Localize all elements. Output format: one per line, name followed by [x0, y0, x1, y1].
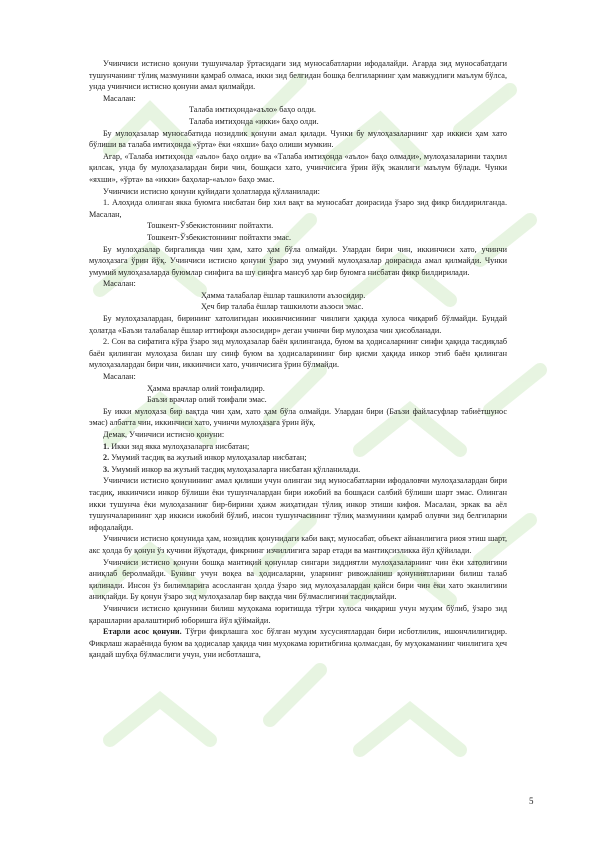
list-number: 3.	[103, 464, 110, 474]
paragraph: 1. Алоҳида олинган якка буюмга нисбатан бир хил вақт ва муносабат доирасида ўзаро зид фикр билдирилганда. Масалан,	[89, 198, 507, 219]
paragraph: Учинчиси истисно қонунини билиш муҳокама юритишда тўғри хулоса чиқариш учун муҳим бўлиб, ўзаро зид қарашларни аралаштириб юборишга йўл қўймайди.	[89, 603, 507, 625]
paragraph: Демак, Учинчиси истисно қонуни:	[103, 430, 225, 439]
paragraph: Бу икки мулоҳаза бир вақтда чин ҳам, хато ҳам бўла олмайди. Улардан бири (Баъзи файласуфлар табиётшунос эмас) албатта чин, иккинчиси хато, учинчи мулоҳазага ўрин йўқ.	[89, 406, 507, 428]
list-text: Умумий тасдиқ ва жузъий инкор мулоҳазалар нисбатан;	[109, 453, 307, 463]
paragraph: Учинчиси истисно қонуни тушунчалар ўртасидаги зид муносабатларни ифодалайди. Агарда зид муносабатдаги тушунчанинг тўлиқ мазмунини қамраб олмаса, икки зид белгидан бошқа белгиларнинг ҳам мавжудлиги маълум бўлса, унда учинчиси истисно қонуни амал қилмайди.	[89, 59, 507, 92]
example-label: Масалан:	[103, 279, 136, 289]
example-line: Тошкент-Ўзбекистоннинг пойтахти.	[147, 221, 274, 231]
example-line: Талаба имтиҳонда«аъло» баҳо олди.	[189, 105, 316, 115]
list-text: Умумий инкор ва жузъий тасдиқ мулоҳазаларга нисбатан қўлланилади.	[109, 464, 361, 474]
paragraph: Бу мулоҳазалардан, бирининг хатолигидан иккинчисининг чинлиги ҳақида хулоса чиқариб бўлмайди. Бундай ҳолатда «Баъзи талабалар ёшлар иттифоқи аъзосидир» деган учинчи бир мулоҳаза чин ҳисобланади.	[89, 314, 507, 335]
example-line: Тошкент-Ўзбекистоннинг пойтахти эмас.	[147, 232, 292, 242]
section-heading: Етарли асос қонуни.	[103, 627, 182, 637]
list-item	[89, 464, 507, 476]
example-line: Ҳамма талабалар ёшлар ташкилоти аъзосидир.	[201, 290, 366, 300]
list-item	[89, 452, 507, 464]
example-line: Баъзи врачлар олий тоифали эмас.	[147, 395, 267, 405]
paragraph: Учинчиси истисно қонунининг амал қилиши учун олинган зид муносабатларни ифодаловчи мулоҳазалардан бири тасдиқ, иккинчиси инкор бўлиши ёки тушунчалардан бири ижобий ва бошқаси салбий бўлиши шарт эмас. Олинган икки тушунча ёки мулоҳазанинг бир-бирини ҳажм жиҳатидан тўлиқ инкор этиши кифоя. Масалан, эркак ва аёл тушунчаларининг ҳар иккиси ижобий бўлиб, инсон тушунчасининг тўлиқ мазмунини қамраб олувчи зид белгиларни ифодалайди.	[89, 476, 507, 532]
paragraph: 2. Сон ва сифатига кўра ўзаро зид мулоҳазалар баён қилинганда, буюм ва ҳодисаларнинг синфи ҳақида тасдиқлаб баён қилинган мулоҳаза билан шу синф буюм ва ҳодисаларининг бир қисми ҳақида инкор этиб баён қилинган мулоҳазалардан бири чин, иккинчиси хато, учинчисига ўрин бўлмайди.	[89, 337, 507, 370]
example-line: Ҳамма врачлар олий тоифалидир.	[147, 383, 265, 393]
list-text: Икки зид якка мулоҳазаларга нисбатан;	[109, 441, 250, 451]
list-item	[89, 441, 507, 453]
paragraph: Учинчиси истисно қонунида ҳам, нозидлик қонунидаги каби вақт, муносабат, объект айнанлигига риоя этиш шарт, акс ҳолда бу қонун ўз кучини йўқотади, фикрнинг изчиллигига зарар етади ва мантиқсизликка йўл қўйилади.	[89, 534, 507, 555]
page-number: 5	[529, 796, 534, 806]
paragraph: Бу мулоҳазалар биргаликда чин ҳам, хато ҳам бўла олмайди. Улардан бири чин, иккинчиси хато, учинчи мулоҳазага ўрин йўқ. Учинчиси истисно қонуни ўзаро зид умумий мулоҳазалар доирасида амал қилмайди. Чунки умумий мулоҳазаларда буюмлар синфига ва шу синфга мансуб ҳар бир буюмга нисбатан фикр билдирилади.	[89, 244, 507, 277]
paragraph	[89, 626, 507, 661]
example-label: Масалан:	[103, 93, 136, 103]
paragraph-text: Тўғри фикрлашга хос бўлган муҳим хусусиятлардан бири исботлилик, ишончлилигидир. Фикрлаш жараёнида буюм ва ҳодисалар ҳақида чин муҳокама юритибгина қолмасдан, бу муҳокаманинг чинлигига ҳеч қандай шубҳа бўлмаслиги учун, уни исботлашга,	[89, 627, 507, 660]
list-number: 2.	[103, 453, 110, 463]
paragraph: Учинчиси истисно қонуни қуйидаги ҳолатларда қўлланилади:	[103, 186, 320, 196]
example-line: Ҳеч бир талаба ёшлар ташкилоти аъзоси эмас.	[201, 302, 364, 312]
document-page	[89, 58, 507, 661]
list-number: 1.	[103, 441, 110, 451]
example-line: Талаба имтиҳонда «икки» баҳо олди.	[189, 116, 319, 126]
paragraph: Бу мулоҳазалар муносабатида нозидлик қонуни амал қилади. Чунки бу мулоҳазаларнинг ҳар иккиси ҳам хато бўлиши ва талаба имтиҳонда «ўрта» ёки «яхши» баҳо олиши мумкин.	[89, 128, 507, 150]
paragraph: Агар, «Талаба имтиҳонда «аъло» баҳо олди» ва «Талаба имтиҳонда «аъло» баҳо олмади», мулоҳазаларини таҳлил қилсак, унда бу мулоҳазалардан бири чин, бошқаси хато, учинчисига ўрин йўқ эканлиги маълум бўлади. Чунки «яхши», «ўрта» ва «икки» баҳолар-«аъло» баҳо эмас.	[89, 151, 507, 184]
paragraph: Учинчиси истисно қонуни бошқа мантиқий қонунлар сингари зиддиятли мулоҳазаларнинг чин ёки хатолигини аниқлаб беролмайди. Бунинг учун воқеа ва ҳодисаларни, уларнинг ривожланиш қонуниятларини билиш талаб қилинади. Инсон ўз билимларига асосланган ҳолда ўзаро зид мулоҳазалардан қайси бири чин ёки хато эканлигини аниқлайди. Бу қонун ўзаро зид мулоҳазалар бир вақтда чин бўлмаслигини тасдиқлайди.	[89, 557, 507, 602]
example-label: Масалан:	[103, 372, 136, 382]
